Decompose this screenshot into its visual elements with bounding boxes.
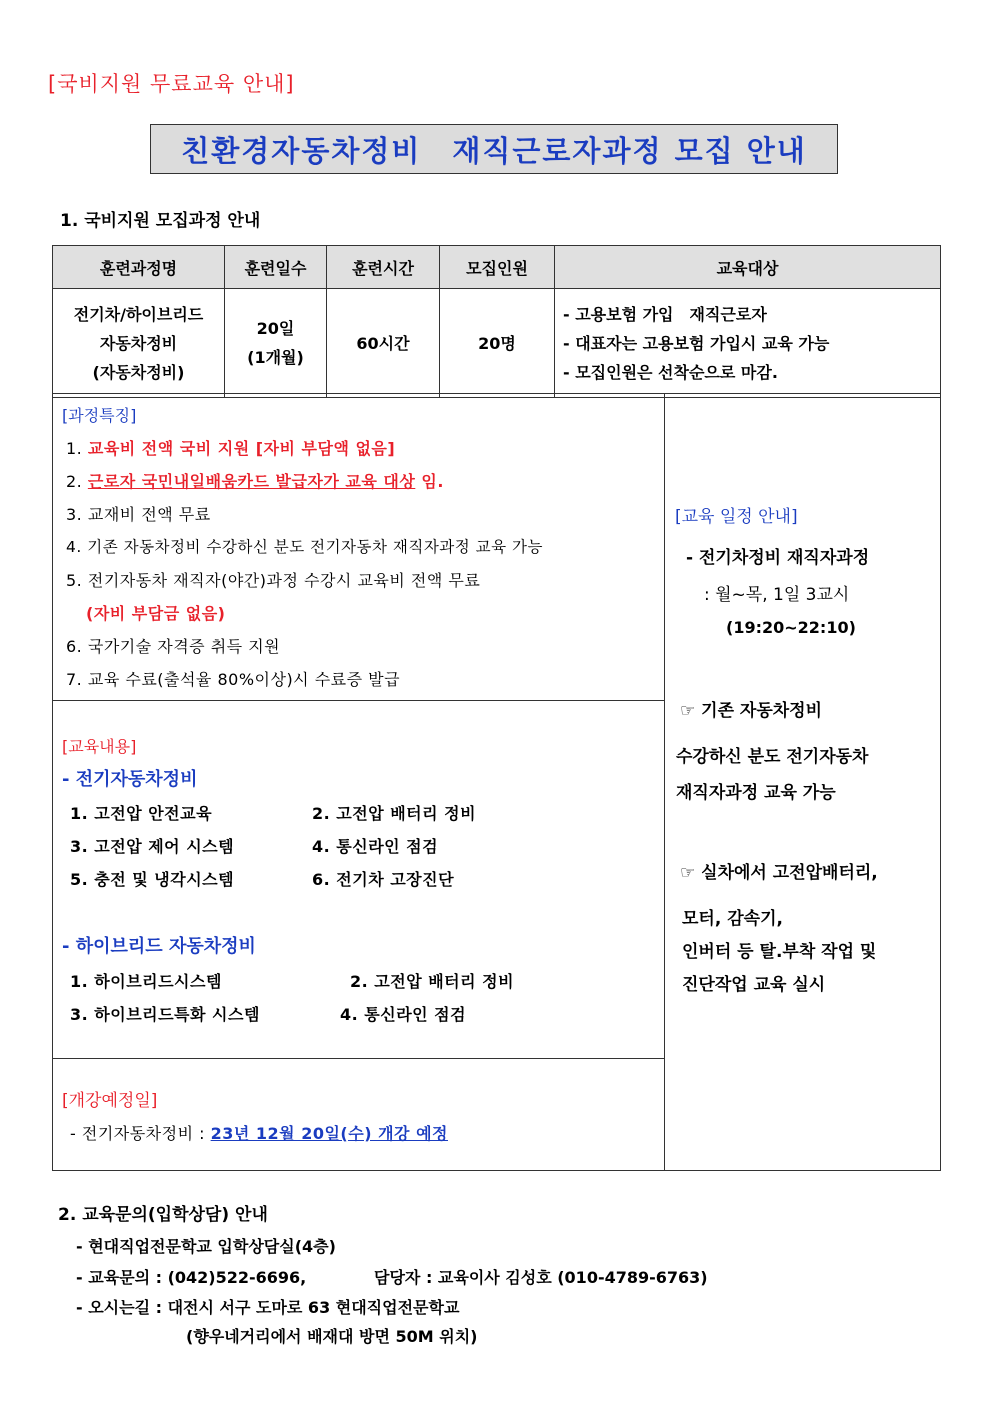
schedule-note1-line1: ☞ 기존 자동차정비 — [680, 701, 823, 721]
feature-item-6: 6. 국가기술 자격증 취득 지원 — [66, 637, 281, 656]
opening-line: - 전기자동차정비 : 23년 12월 20일(수) 개강 예정 — [70, 1121, 458, 1144]
schedule-course: - 전기차정비 재직자과정 — [686, 548, 870, 568]
content-heading: [교육내용] — [62, 737, 137, 756]
schedule-days: : 월~목, 1일 3교시 — [704, 585, 850, 605]
schedule-note2-line1: ☞ 실차에서 고전압배터리, — [680, 863, 878, 883]
ev-item-4: 4. 통신라인 점검 — [312, 837, 439, 856]
feature-item-1: 1. 교육비 전액 국비 지원 [자비 부담액 없음] — [66, 439, 396, 458]
ev-item-2: 2. 고전압 배터리 정비 — [312, 804, 477, 823]
section2-heading: 2. 교육문의(입학상담) 안내 — [58, 1205, 268, 1225]
opening-box — [52, 1058, 665, 1171]
header-target: 교육대상 — [555, 246, 941, 289]
cell-capacity: 20명 — [440, 289, 555, 398]
hybrid-heading: - 하이브리드 자동차정비 — [62, 936, 256, 957]
contact-line-2b: 담당자 : 교육이사 김성호 (010-4789-6763) — [374, 1268, 708, 1287]
features-heading: [과정특징] — [62, 406, 137, 425]
schedule-note1-line3: 재직자과정 교육 가능 — [676, 783, 836, 803]
schedule-time: (19:20~22:10) — [726, 618, 856, 637]
cell-hours: 60시간 — [327, 289, 440, 398]
header-capacity: 모집인원 — [440, 246, 555, 289]
hybrid-item-3: 3. 하이브리드특화 시스템 — [70, 1005, 260, 1024]
ev-heading: - 전기자동차정비 — [62, 769, 198, 790]
title-box — [150, 124, 838, 174]
table-row — [53, 289, 941, 398]
opening-date: 23년 12월 20일(수) 개강 예정 — [210, 1124, 448, 1143]
page-title: 친환경자동차정비 재직근로자과정 모집 안내 — [181, 133, 807, 168]
contact-line-4: (향우네거리에서 배재대 방면 50M 위치) — [186, 1327, 478, 1346]
header-days: 훈련일수 — [225, 246, 327, 289]
hybrid-item-1: 1. 하이브리드시스템 — [70, 972, 222, 991]
hybrid-item-2: 2. 고전압 배터리 정비 — [350, 972, 515, 991]
top-label: [국비지원 무료교육 안내] — [48, 72, 295, 96]
ev-item-6: 6. 전기차 고장진단 — [312, 870, 455, 889]
contact-line-1: - 현대직업전문학교 입학상담실(4층) — [76, 1237, 336, 1256]
cell-days: 20일 (1개월) — [225, 289, 327, 398]
feature-item-5: 5. 전기자동차 재직자(야간)과정 수강시 교육비 전액 무료 — [66, 571, 481, 590]
ev-item-3: 3. 고전압 제어 시스템 — [70, 837, 235, 856]
contact-line-2a: - 교육문의 : (042)522-6696, — [76, 1268, 307, 1287]
hybrid-item-4: 4. 통신라인 점검 — [340, 1005, 467, 1024]
section1-heading: 1. 국비지원 모집과정 안내 — [60, 211, 261, 231]
header-course: 훈련과정명 — [53, 246, 225, 289]
schedule-note2-line4: 진단작업 교육 실시 — [682, 975, 826, 995]
schedule-note2-line3: 인버터 등 탈.부착 작업 및 — [682, 942, 877, 962]
header-hours: 훈련시간 — [327, 246, 440, 289]
feature-item-4: 4. 기존 자동차정비 수강하신 분도 전기자동차 재직자과정 교육 가능 — [66, 538, 543, 556]
table-header-row — [53, 246, 941, 289]
feature-item-2: 2. 근로자 국민내일배움카드 발급자가 교육 대상 임. — [66, 472, 444, 491]
feature-item-3: 3. 교재비 전액 무료 — [66, 505, 211, 524]
feature-item-5-note: (자비 부담금 없음) — [86, 604, 226, 623]
cell-course: 전기차/하이브리드 자동차정비 (자동차정비) — [53, 289, 225, 398]
schedule-heading: [교육 일정 안내] — [675, 507, 798, 527]
ev-item-5: 5. 충전 및 냉각시스템 — [70, 870, 235, 889]
opening-heading: [개강예정일] — [62, 1091, 158, 1111]
cell-target: - 고용보험 가입 재직근로자 - 대표자는 고용보험 가입시 교육 가능 - 모집인원은 선착순으로 마감. — [555, 289, 941, 398]
feature-item-7: 7. 교육 수료(출석율 80%이상)시 수료증 발급 — [66, 670, 401, 689]
schedule-note1-line2: 수강하신 분도 전기자동차 — [676, 747, 869, 767]
ev-item-1: 1. 고전압 안전교육 — [70, 804, 213, 823]
course-table — [52, 245, 941, 398]
schedule-note2-line2: 모터, 감속기, — [682, 909, 783, 929]
contact-line-3: - 오시는길 : 대전시 서구 도마로 63 현대직업전문학교 — [76, 1298, 460, 1317]
